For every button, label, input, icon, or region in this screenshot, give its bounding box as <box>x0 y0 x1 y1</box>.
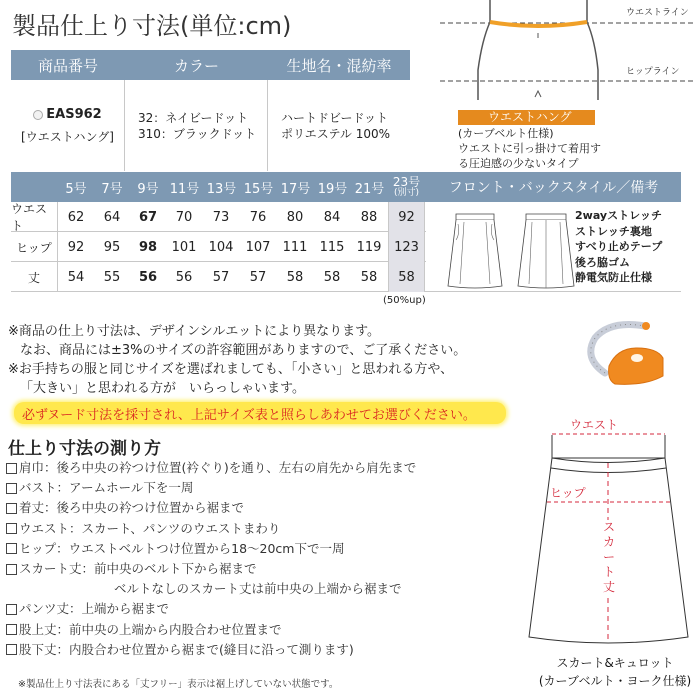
length-char: カ <box>602 535 615 549</box>
guide-item-hip <box>6 539 416 559</box>
size-header: 19号 <box>317 181 348 197</box>
table-cell: 56 <box>138 269 158 285</box>
waist-hang-diagram <box>440 0 700 100</box>
size-header: 9号 <box>137 181 159 197</box>
length-char: ス <box>602 520 615 534</box>
skirt-front-back-icon <box>436 204 586 292</box>
row-label: ヒップ <box>11 232 58 262</box>
skirt-caption <box>530 654 700 690</box>
feature-item: 静電気防止仕様 <box>575 271 652 284</box>
guide-item-skirt-sub: ベルトなしのスカート丈は前中央の上端から裾まで <box>114 581 402 597</box>
row-label: 丈 <box>11 262 58 292</box>
table-cell: 64 <box>103 209 121 225</box>
guide-item-shoulder <box>6 458 416 478</box>
note-line: ※商品の仕上り寸法は、デザインシルエットにより異なります。 <box>8 324 381 339</box>
product-code: EAS962 <box>46 106 102 122</box>
checkbox-icon <box>6 503 17 514</box>
highlight-note: 必ずヌード寸法を採寸され、上記サイズ表と照らしあわせてお選びください。 <box>22 408 476 423</box>
feature-item: すべり止めテープ <box>575 240 663 253</box>
table-cell: 104 <box>208 239 234 255</box>
table-cell: 92 <box>67 239 85 255</box>
guide-text: パンツ丈：上端から裾まで <box>19 601 170 617</box>
size-header: 11号 <box>169 181 200 197</box>
table-cell: 119 <box>356 239 382 255</box>
table-cell: 107 <box>245 239 271 255</box>
description-line: ウエストに引っ掛けて着用す <box>458 142 601 155</box>
skirt-length-label <box>601 520 617 595</box>
guide-item-inseam <box>6 640 416 660</box>
table-cell: 73 <box>212 209 230 225</box>
header-color: カラー <box>173 56 219 75</box>
guide-text: 股下丈：内股合わせ位置から裾まで(縫目に沿って測ります) <box>19 641 354 657</box>
table-cell: 70 <box>175 209 193 225</box>
table-cell: 76 <box>249 209 267 225</box>
special-size-label: 23号 <box>392 175 421 189</box>
table-cell: 98 <box>138 239 158 255</box>
special-size-cell: 58 <box>388 262 425 292</box>
checkbox-icon <box>6 543 17 554</box>
guide-text: 着丈：後ろ中央の衿つけ位置から裾まで <box>19 500 245 516</box>
checkbox-icon <box>6 564 17 575</box>
checkbox-icon <box>6 463 17 474</box>
table-row-hip <box>11 232 426 262</box>
waist-hang-badge: ウエストハング <box>458 110 595 125</box>
guide-text: ウエスト：スカート、パンツのウエストまわり <box>19 520 281 536</box>
table-cell: 58 <box>286 269 304 285</box>
checkbox-icon <box>6 644 17 655</box>
header-product-code: 商品番号 <box>37 56 98 75</box>
guide-item-rise <box>6 620 416 640</box>
special-size-note: (50%up) <box>383 295 426 306</box>
size-header: 7号 <box>101 181 123 197</box>
table-cell: 58 <box>323 269 341 285</box>
checkbox-icon <box>6 483 17 494</box>
table-cell: 54 <box>67 269 85 285</box>
table-cell: 67 <box>138 209 158 225</box>
description-line: (カーブベルト仕様) <box>458 127 554 140</box>
size-notes <box>8 322 466 398</box>
table-cell: 58 <box>360 269 378 285</box>
checkbox-icon <box>6 624 17 635</box>
guide-text: 股上丈：前中央の上端から内股合わせ位置まで <box>19 621 282 637</box>
feature-item: ストレッチ裏地 <box>575 224 652 238</box>
fabric-cell <box>268 80 410 171</box>
style-features <box>575 208 662 286</box>
feature-item: 後ろ脇ゴム <box>575 255 630 269</box>
page-title: 製品仕上り寸法(単位:cm) <box>12 12 292 40</box>
guide-text: スカート丈：前中央のベルト下から裾まで <box>19 561 257 577</box>
table-cell: 95 <box>103 239 121 255</box>
table-cell: 111 <box>282 239 308 255</box>
fabric-composition: ポリエステル 100% <box>281 126 391 141</box>
note-line: なお、商品には±3%のサイズの許容範囲がありますので、ご了承ください。 <box>20 343 467 358</box>
color-cell <box>125 80 268 171</box>
feature-item: 2wayストレッチ <box>575 209 662 222</box>
table-cell: 115 <box>319 239 345 255</box>
product-info-table <box>11 50 410 171</box>
caption-line: (カーブベルト・ヨーク仕様) <box>538 674 692 688</box>
special-size-note: (別寸) <box>393 188 420 198</box>
table-cell: 57 <box>249 269 267 285</box>
note-line: ※お手持ちの服と同じサイズを選ばれましても、「小さい」と思われる方や、 <box>8 362 454 377</box>
guide-item-skirt-length <box>6 559 416 579</box>
product-type: [ウエストハング] <box>21 129 114 144</box>
size-header: 5号 <box>65 181 87 197</box>
length-char: ー <box>602 550 615 564</box>
size-header: 13号 <box>206 181 237 197</box>
table-row-length <box>11 262 426 292</box>
waist-line-label: ウエストライン <box>626 8 689 18</box>
checkbox-icon <box>6 604 17 615</box>
color-option: 32：ネイビードット <box>138 110 249 125</box>
tape-measure-icon <box>575 318 695 398</box>
table-cell: 57 <box>212 269 230 285</box>
radio-icon <box>33 110 43 120</box>
fabric-name: ハートドビードット <box>281 110 389 125</box>
row-label: ウエスト <box>11 202 58 232</box>
guide-text: バスト：アームホール下を一周 <box>19 480 194 496</box>
description-line: る圧迫感の少ないタイプ <box>458 157 579 170</box>
size-table-header <box>11 172 426 202</box>
guide-item-pants-length <box>6 599 416 619</box>
skirt-hip-label: ヒップ <box>550 486 586 500</box>
guide-item-bust <box>6 478 416 498</box>
size-header: 17号 <box>280 181 311 197</box>
table-cell: 55 <box>103 269 121 285</box>
skirt-waist-label: ウエスト <box>570 418 619 432</box>
guide-text: 肩巾：後ろ中央の衿つけ位置(衿ぐり)を通り、左右の肩先から肩先まで <box>19 460 417 475</box>
special-size-cell: 92 <box>388 202 425 232</box>
style-header: フロント・バックスタイル／備考 <box>426 172 681 202</box>
special-size-header <box>388 172 425 202</box>
color-option: 310：ブラックドット <box>138 126 257 141</box>
length-char: ト <box>602 565 615 579</box>
table-row-waist <box>11 202 426 232</box>
guide-text: ヒップ：ウエストベルトつけ位置から18〜20cm下で一周 <box>19 540 345 556</box>
guide-title: 仕上り寸法の測り方 <box>8 439 161 459</box>
table-cell: 80 <box>286 209 304 225</box>
note-line: 「大きい」と思われる方が いらっしゃいます。 <box>20 381 305 396</box>
table-cell: 56 <box>175 269 193 285</box>
size-header: 15号 <box>243 181 274 197</box>
product-table-body <box>11 80 410 171</box>
guide-list <box>6 458 416 660</box>
table-cell: 88 <box>360 209 378 225</box>
hip-line-label: ヒップライン <box>626 67 680 77</box>
table-cell: 84 <box>323 209 341 225</box>
size-header: 21号 <box>354 181 385 197</box>
caption-line: スカート&キュロット <box>556 656 674 670</box>
skirt-measurement-diagram <box>525 405 700 645</box>
table-cell: 62 <box>67 209 85 225</box>
waist-hang-description <box>458 126 601 171</box>
header-fabric: 生地名・混紡率 <box>286 56 392 75</box>
product-code-cell <box>11 80 125 171</box>
guide-item-waist <box>6 519 416 539</box>
special-size-cell: 123 <box>388 232 425 262</box>
guide-item-length <box>6 498 416 518</box>
product-table-header <box>11 50 410 80</box>
table-cell: 101 <box>171 239 197 255</box>
guide-footnote: ※製品仕上り寸法表にある「丈フリー」表示は裾上げしていない状態です。 <box>18 679 339 690</box>
length-char: 丈 <box>602 580 615 594</box>
checkbox-icon <box>6 523 17 534</box>
